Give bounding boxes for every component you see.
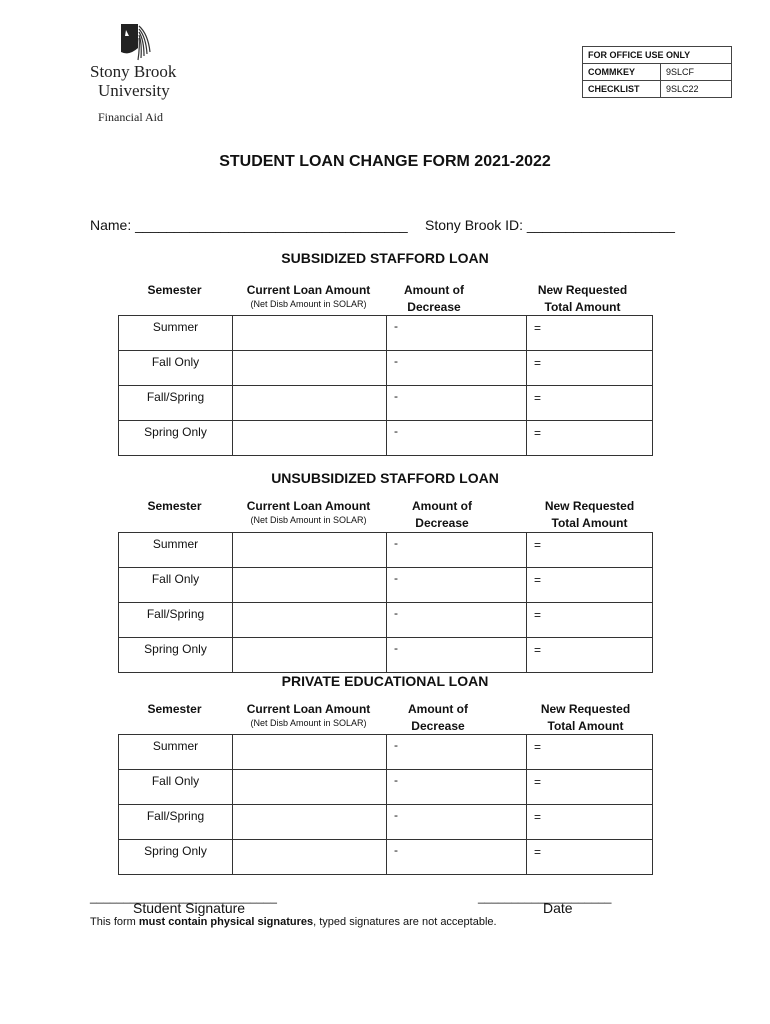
office-use-box	[582, 46, 732, 98]
department-name: Financial Aid	[98, 110, 163, 124]
new-total-cell[interactable]: =	[527, 386, 653, 421]
signature-note: This form must contain physical signatures, typed signatures are not acceptable.	[90, 916, 497, 928]
current-amount-cell[interactable]	[233, 840, 387, 875]
current-amount-cell[interactable]	[233, 603, 387, 638]
semester-cell: Summer	[119, 735, 233, 770]
date-line[interactable]: ____________________	[478, 890, 612, 904]
new-total-cell[interactable]: =	[527, 840, 653, 875]
new-total-cell[interactable]: =	[527, 603, 653, 638]
university-name: Stony Brook University	[90, 62, 177, 100]
current-amount-cell[interactable]	[233, 386, 387, 421]
table-row	[119, 638, 653, 673]
col-header-semester: Semester	[147, 702, 202, 716]
university-seal-icon	[118, 22, 152, 62]
new-total-cell[interactable]: =	[527, 351, 653, 386]
section-title-subsidized: SUBSIDIZED STAFFORD LOAN	[281, 250, 489, 266]
new-total-cell[interactable]: =	[527, 805, 653, 840]
semester-cell: Fall/Spring	[119, 603, 233, 638]
table-row	[119, 735, 653, 770]
semester-cell: Spring Only	[119, 840, 233, 875]
table-row	[119, 603, 653, 638]
new-total-cell[interactable]: =	[527, 568, 653, 603]
current-amount-cell[interactable]	[233, 568, 387, 603]
table-row	[119, 316, 653, 351]
table-row	[119, 568, 653, 603]
student-signature-line[interactable]: ____________________________	[90, 890, 277, 904]
current-amount-cell[interactable]	[233, 316, 387, 351]
decrease-cell[interactable]: -	[387, 805, 527, 840]
col-header-decrease: Amount of Decrease	[408, 702, 468, 733]
office-box-title: FOR OFFICE USE ONLY	[583, 47, 732, 64]
semester-cell: Fall Only	[119, 568, 233, 603]
col-header-semester: Semester	[147, 499, 202, 513]
table-row	[119, 533, 653, 568]
section-title-private: PRIVATE EDUCATIONAL LOAN	[281, 673, 489, 689]
semester-cell: Summer	[119, 533, 233, 568]
current-amount-cell[interactable]	[233, 421, 387, 456]
current-amount-cell[interactable]	[233, 351, 387, 386]
decrease-cell[interactable]: -	[387, 386, 527, 421]
semester-cell: Fall Only	[119, 770, 233, 805]
semester-cell: Spring Only	[119, 638, 233, 673]
checklist-label: CHECKLIST	[583, 81, 661, 98]
semester-cell: Fall/Spring	[119, 805, 233, 840]
col-header-semester: Semester	[147, 283, 202, 297]
current-amount-cell[interactable]	[233, 735, 387, 770]
decrease-cell[interactable]: -	[387, 421, 527, 456]
new-total-cell[interactable]: =	[527, 316, 653, 351]
student-signature-label: Student Signature	[133, 900, 246, 916]
decrease-cell[interactable]: -	[387, 603, 527, 638]
new-total-cell[interactable]: =	[527, 770, 653, 805]
semester-cell: Spring Only	[119, 421, 233, 456]
current-amount-cell[interactable]	[233, 533, 387, 568]
decrease-cell[interactable]: -	[387, 568, 527, 603]
name-field[interactable]: Name: ___________________________________	[90, 217, 408, 233]
col-header-current-sub: (Net Disb Amount in SOLAR)	[250, 515, 367, 525]
table-row	[119, 351, 653, 386]
col-header-decrease: Amount of Decrease	[412, 499, 472, 530]
semester-cell: Fall Only	[119, 351, 233, 386]
current-amount-cell[interactable]	[233, 770, 387, 805]
new-total-cell[interactable]: =	[527, 638, 653, 673]
semester-cell: Summer	[119, 316, 233, 351]
semester-cell: Fall/Spring	[119, 386, 233, 421]
table-row	[119, 805, 653, 840]
form-title: STUDENT LOAN CHANGE FORM 2021-2022	[219, 153, 551, 170]
col-header-new: New Requested Total Amount	[540, 702, 631, 733]
col-header-current: Current Loan Amount	[246, 702, 371, 716]
decrease-cell[interactable]: -	[387, 351, 527, 386]
new-total-cell[interactable]: =	[527, 533, 653, 568]
col-header-new: New Requested Total Amount	[537, 283, 628, 314]
decrease-cell[interactable]: -	[387, 840, 527, 875]
private-loan-table	[118, 734, 653, 875]
subsidized-loan-table	[118, 315, 653, 456]
section-title-unsubsidized: UNSUBSIDIZED STAFFORD LOAN	[271, 470, 499, 486]
col-header-current-sub: (Net Disb Amount in SOLAR)	[250, 718, 367, 728]
new-total-cell[interactable]: =	[527, 735, 653, 770]
col-header-new: New Requested Total Amount	[544, 499, 635, 530]
decrease-cell[interactable]: -	[387, 770, 527, 805]
table-row	[119, 421, 653, 456]
table-row	[119, 840, 653, 875]
table-row	[119, 770, 653, 805]
unsubsidized-loan-table	[118, 532, 653, 673]
checklist-value: 9SLC22	[661, 81, 732, 98]
current-amount-cell[interactable]	[233, 805, 387, 840]
stony-brook-id-field[interactable]: Stony Brook ID: ___________________	[425, 217, 675, 233]
commkey-label: COMMKEY	[583, 64, 661, 81]
current-amount-cell[interactable]	[233, 638, 387, 673]
col-header-current: Current Loan Amount	[246, 283, 371, 297]
col-header-decrease: Amount of Decrease	[404, 283, 464, 314]
decrease-cell[interactable]: -	[387, 735, 527, 770]
table-row	[119, 386, 653, 421]
commkey-value: 9SLCF	[661, 64, 732, 81]
col-header-current: Current Loan Amount	[246, 499, 371, 513]
new-total-cell[interactable]: =	[527, 421, 653, 456]
decrease-cell[interactable]: -	[387, 316, 527, 351]
col-header-current-sub: (Net Disb Amount in SOLAR)	[250, 299, 367, 309]
date-label: Date	[543, 900, 573, 916]
decrease-cell[interactable]: -	[387, 638, 527, 673]
decrease-cell[interactable]: -	[387, 533, 527, 568]
